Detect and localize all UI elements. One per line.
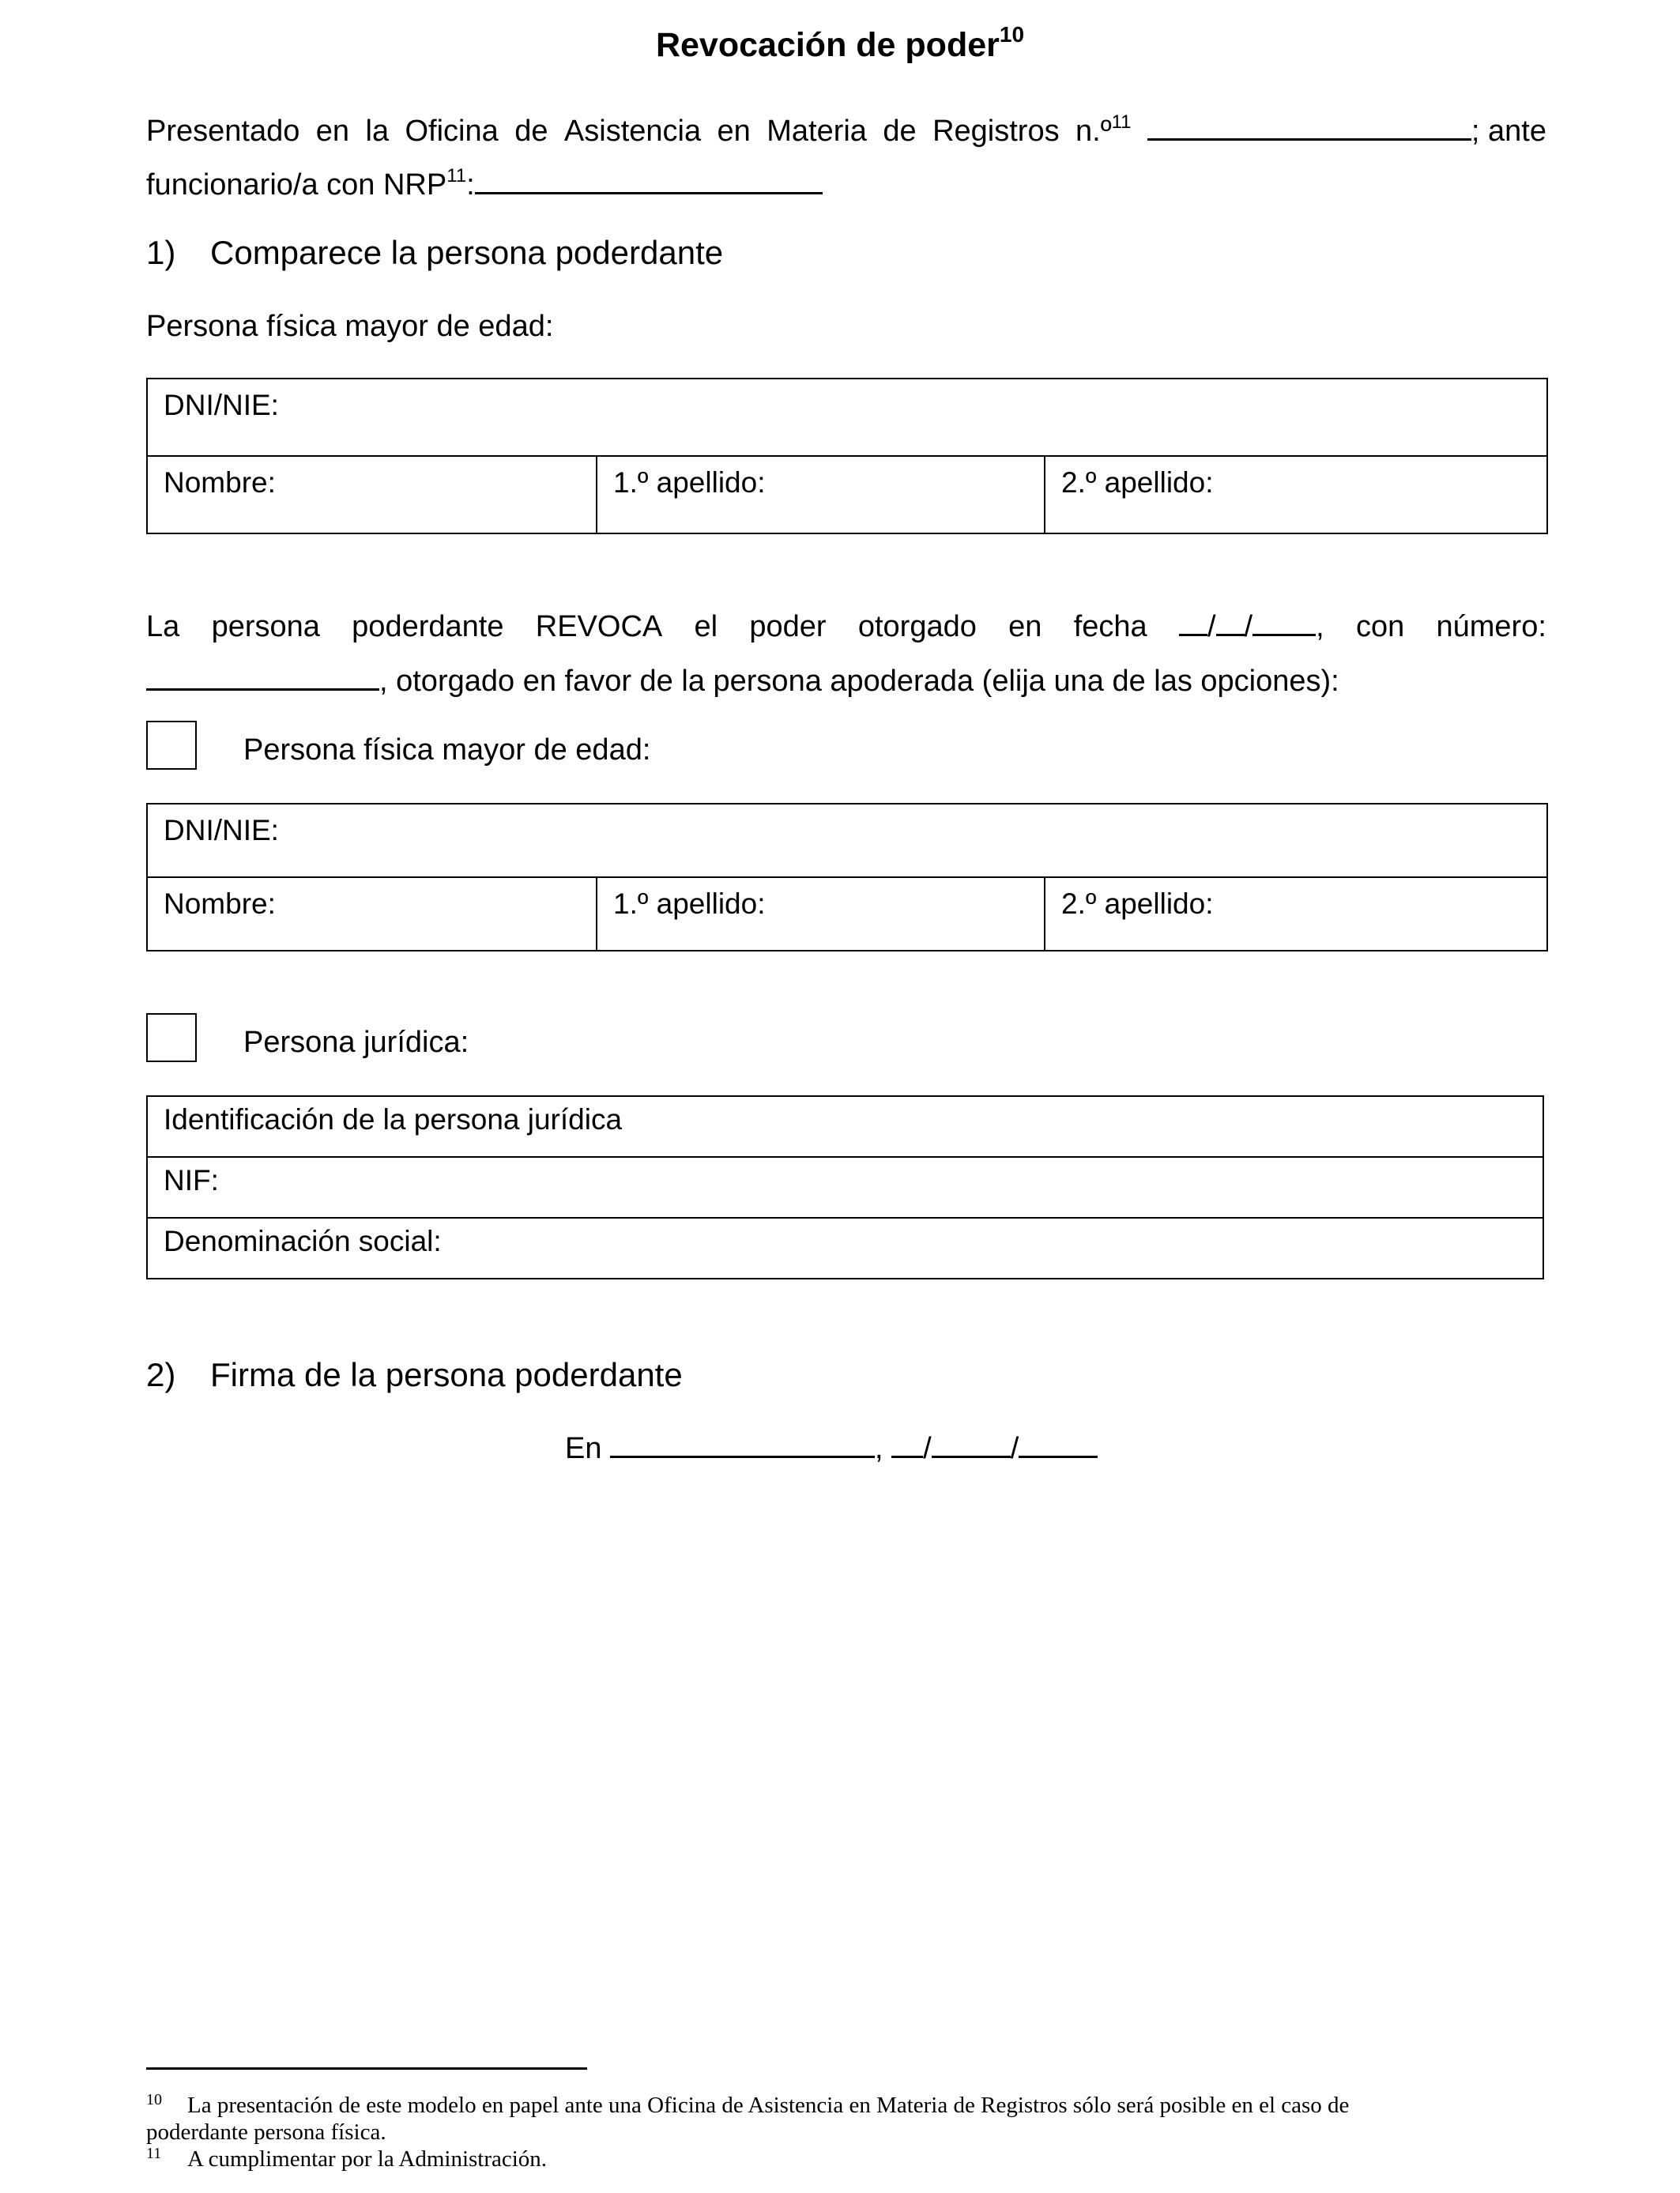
dni-label: DNI/NIE: — [164, 814, 279, 846]
fisica-option-label: Persona física mayor de edad: — [243, 733, 651, 767]
footnote-text: La presentación de este modelo en papel ante una Oficina de Asistencia en Materia de Registros sólo será posible en el caso de — [187, 2093, 1350, 2118]
footnote-separator — [146, 2067, 587, 2070]
intro-line-1-end: ; ante — [1471, 115, 1546, 148]
date-separator: / — [1010, 1432, 1019, 1465]
revoca-word: REVOCA — [535, 610, 663, 643]
revoca-word: otorgado — [857, 610, 977, 643]
nif-label: NIF: — [164, 1164, 219, 1196]
revoca-line-1 — [146, 610, 1546, 642]
revoca-word: el — [694, 610, 718, 643]
intro-word: Registros — [932, 115, 1060, 148]
revoca-line-2 — [146, 665, 1339, 696]
firma-year-field[interactable] — [1019, 1432, 1098, 1458]
date-separator: / — [1244, 610, 1253, 643]
intro-word: en — [315, 115, 350, 148]
footnote-text: A cumplimentar por la Administración. — [187, 2146, 548, 2172]
page-title — [0, 22, 1680, 65]
section-1-title: Comparece la persona poderdante — [210, 234, 724, 271]
apoderada-apellido2-cell[interactable] — [1045, 877, 1547, 951]
section-1-number: 1) — [146, 234, 176, 271]
section-1-subtitle: Persona física mayor de edad: — [146, 310, 554, 343]
revoca-con: con — [1355, 610, 1405, 643]
revoca-word: en — [1008, 610, 1042, 643]
nombre-label: Nombre: — [164, 887, 276, 920]
juridica-header-cell — [147, 1096, 1543, 1157]
juridica-denominacion-cell[interactable] — [147, 1218, 1543, 1279]
intro-line-2-colon: : — [466, 168, 475, 202]
apellido2-label: 2.º apellido: — [1061, 887, 1214, 920]
juridica-checkbox[interactable] — [146, 1013, 197, 1062]
apoderada-dni-cell[interactable] — [147, 804, 1547, 877]
apellido1-label: 1.º apellido: — [613, 887, 766, 920]
denominacion-label: Denominación social: — [164, 1225, 442, 1257]
intro-word: de — [514, 115, 548, 148]
revoca-line-2-text: , otorgado en favor de la persona apoderada (elija una de las opciones): — [379, 665, 1339, 698]
revoca-numero-field[interactable] — [146, 665, 379, 691]
apoderada-juridica-table — [146, 1095, 1544, 1279]
revoca-day-field[interactable] — [1179, 610, 1207, 636]
revoca-year-field[interactable] — [1252, 610, 1316, 636]
nrp-field[interactable] — [475, 168, 823, 194]
intro-line-2-text: funcionario/a con NRP — [146, 168, 447, 202]
page-title-text: Revocación de poder — [655, 26, 1000, 64]
revoca-word: fecha — [1073, 610, 1147, 643]
firma-day-field[interactable] — [891, 1432, 923, 1458]
intro-word: Materia — [767, 115, 867, 148]
footnote-text-cont: poderdante persona física. — [146, 2120, 386, 2145]
intro-word: en — [717, 115, 751, 148]
oficina-number-field[interactable] — [1147, 115, 1471, 141]
apoderada-fisica-table — [146, 803, 1548, 951]
firma-en: En — [565, 1432, 602, 1465]
intro-word: Asistencia — [563, 115, 702, 148]
revoca-comma: , — [1316, 610, 1324, 643]
intro-line-1 — [146, 107, 1546, 146]
footnote-10 — [146, 2086, 1553, 2146]
nrp-footnote-ref: 11 — [446, 165, 467, 187]
revoca-date-field[interactable] — [1179, 610, 1324, 642]
section-2-number: 2) — [146, 1356, 176, 1393]
intro-word: de — [883, 115, 917, 148]
section-2-title: Firma de la persona poderdante — [210, 1356, 683, 1393]
revoca-word: poder — [749, 610, 827, 643]
footnote-mark: 10 — [146, 2091, 162, 2108]
juridica-option-label: Persona jurídica: — [243, 1026, 469, 1059]
revoca-word: La — [146, 610, 180, 643]
date-separator: / — [923, 1432, 932, 1465]
poderdante-apellido2-cell[interactable] — [1045, 456, 1547, 533]
juridica-header: Identificación de la persona jurídica — [164, 1103, 623, 1136]
intro-word: n.º$^{11}$ — [1075, 111, 1132, 148]
fisica-checkbox[interactable] — [146, 721, 197, 770]
firma-month-field[interactable] — [932, 1432, 1011, 1458]
revoca-word: persona — [211, 610, 320, 643]
revoca-word: poderdante — [352, 610, 504, 643]
apellido1-label: 1.º apellido: — [613, 466, 766, 499]
firma-comma: , — [875, 1432, 883, 1465]
juridica-nif-cell[interactable] — [147, 1157, 1543, 1218]
dni-label: DNI/NIE: — [164, 389, 279, 421]
intro-word: Oficina — [405, 115, 499, 148]
poderdante-nombre-cell[interactable] — [147, 456, 597, 533]
apoderada-apellido1-cell[interactable] — [597, 877, 1045, 951]
poderdante-apellido1-cell[interactable] — [597, 456, 1045, 533]
apellido2-label: 2.º apellido: — [1061, 466, 1214, 499]
firma-place-field[interactable] — [610, 1432, 875, 1458]
intro-word: la — [365, 115, 390, 148]
nombre-label: Nombre: — [164, 466, 276, 499]
intro-line-2 — [146, 161, 823, 200]
revoca-month-field[interactable] — [1216, 610, 1245, 636]
footnote-11 — [146, 2140, 547, 2172]
title-footnote-ref: 10 — [999, 22, 1025, 47]
poderdante-dni-cell[interactable] — [147, 379, 1547, 456]
intro-word: Presentado — [146, 115, 300, 148]
poderdante-table — [146, 378, 1548, 534]
intro-footnote-ref: 11 — [1111, 111, 1132, 133]
firma-place-date — [565, 1432, 1098, 1464]
apoderada-nombre-cell[interactable] — [147, 877, 597, 951]
date-separator: / — [1207, 610, 1216, 643]
intro-line-1-tail — [1147, 115, 1546, 146]
footnote-mark: 11 — [146, 2145, 162, 2162]
revoca-numero: número: — [1436, 610, 1546, 643]
